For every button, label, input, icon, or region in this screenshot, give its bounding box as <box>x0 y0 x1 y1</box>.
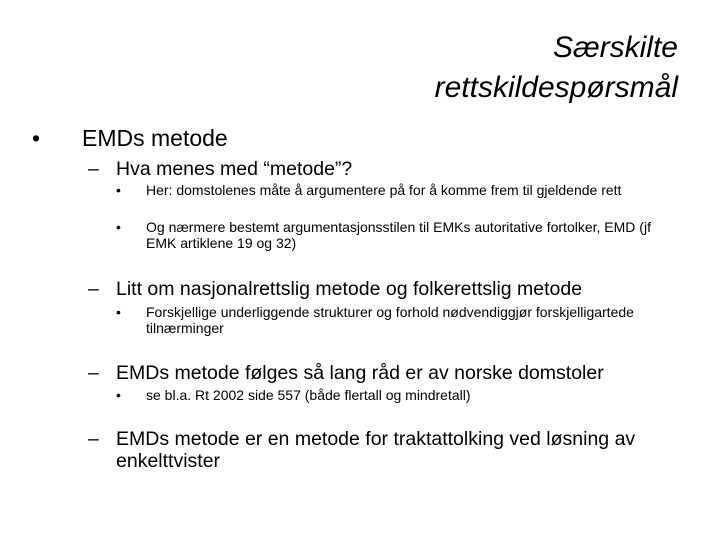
sub-item-nasjonalrettslig <box>88 278 688 302</box>
bullet-item-emds-metode <box>32 125 672 153</box>
sub-item-hva-menes <box>88 158 678 182</box>
detail-item-forskjellige <box>116 304 656 338</box>
dash-marker: – <box>88 362 99 384</box>
detail-item-og-naermere <box>116 219 656 253</box>
bullet-marker-small: • <box>116 304 121 320</box>
detail-item-text: se bl.a. Rt 2002 side 557 (både flertall og mindretall) <box>146 387 471 403</box>
detail-item-text: Og nærmere bestemt argumentasjonsstilen til EMKs autoritative fortolker, EMD (jf EMK artiklene 19 og 32) <box>146 219 651 251</box>
slide-title-line-2: rettskildespørsmål <box>434 71 678 104</box>
detail-item-se-bla <box>116 387 656 405</box>
dash-marker: – <box>88 158 99 180</box>
bullet-text: EMDs metode <box>82 125 228 151</box>
detail-item-her-domstolenes <box>116 182 656 216</box>
sub-item-traktattolking <box>88 428 688 476</box>
sub-item-text: Litt om nasjonalrettslig metode og folkerettslig metode <box>116 278 583 300</box>
detail-item-text: Her: domstolenes måte å argumentere på for å komme frem til gjeldende rett <box>146 182 622 198</box>
dash-marker: – <box>88 278 99 300</box>
bullet-marker-small: • <box>116 387 121 403</box>
bullet-marker: • <box>32 125 41 151</box>
sub-item-text: EMDs metode følges så lang råd er av norske domstoler <box>116 362 604 384</box>
sub-item-text: Hva menes med “metode”? <box>116 158 353 180</box>
detail-item-text: Forskjellige underliggende strukturer og forhold nødvendiggjør forskjelligartede tilnærminger <box>146 304 634 336</box>
bullet-marker-small: • <box>116 219 121 235</box>
sub-item-emds-folges <box>88 362 688 386</box>
slide-title-line-1: Særskilte <box>552 31 678 64</box>
sub-item-text: EMDs metode er en metode for traktattolking ved løsning av enkelttvister <box>116 428 636 472</box>
bullet-marker-small: • <box>116 182 121 198</box>
dash-marker: – <box>88 428 99 450</box>
